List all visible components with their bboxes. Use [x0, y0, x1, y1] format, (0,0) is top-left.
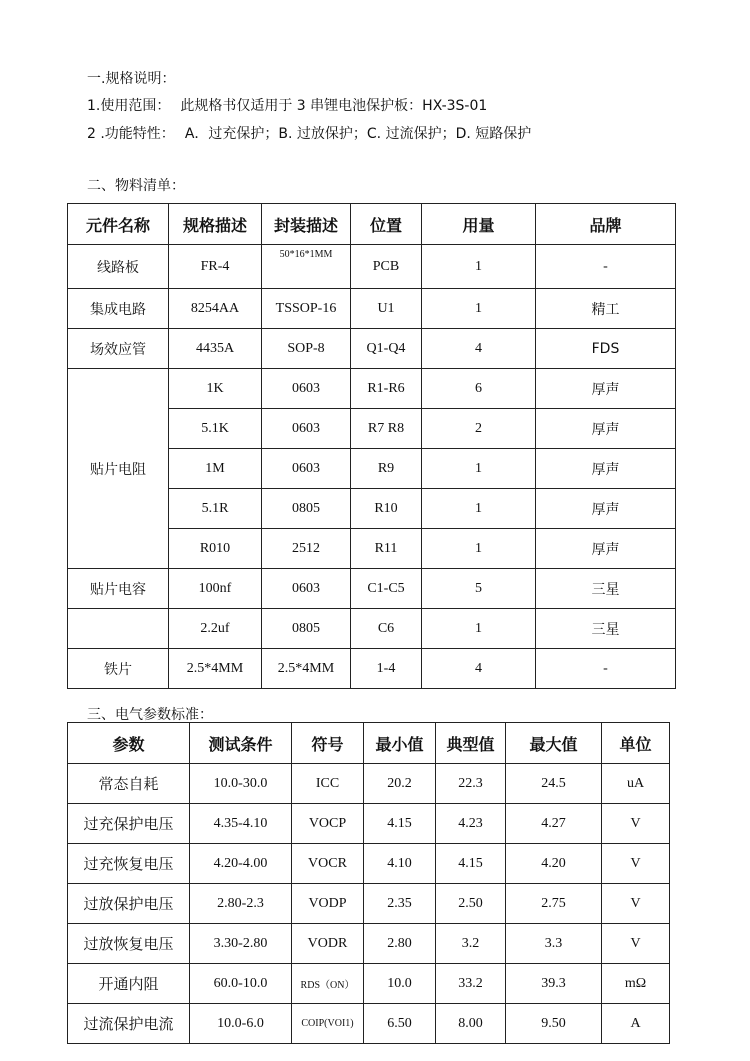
electrical-cell: 9.50	[506, 1004, 602, 1044]
electrical-cell: 4.20-4.00	[190, 844, 292, 884]
electrical-cell: VOCR	[292, 844, 364, 884]
electrical-cell: V	[602, 804, 670, 844]
electrical-cell: 4.27	[506, 804, 602, 844]
electrical-cell: 4.35-4.10	[190, 804, 292, 844]
table-row	[68, 329, 676, 369]
bom-cell: 0603	[262, 369, 351, 409]
scope-line	[87, 95, 487, 115]
bom-cell: TSSOP-16	[262, 289, 351, 329]
electrical-header-unit: 单位	[602, 723, 670, 764]
electrical-cell: 4.20	[506, 844, 602, 884]
table-row	[68, 804, 670, 844]
electrical-header-symbol: 符号	[292, 723, 364, 764]
electrical-cell: 2.80-2.3	[190, 884, 292, 924]
electrical-cell: 2.80	[364, 924, 436, 964]
electrical-cell: 常态自耗	[68, 764, 190, 804]
electrical-cell: VODR	[292, 924, 364, 964]
bom-cell: 厚声	[536, 529, 676, 569]
electrical-cell: 39.3	[506, 964, 602, 1004]
bom-cell: SOP-8	[262, 329, 351, 369]
electrical-cell: 10.0-30.0	[190, 764, 292, 804]
electrical-cell: VOCP	[292, 804, 364, 844]
table-row	[68, 609, 676, 649]
electrical-cell: 33.2	[436, 964, 506, 1004]
bom-cell: 100nf	[169, 569, 262, 609]
bom-cell: 0603	[262, 409, 351, 449]
bom-cell: 场效应管	[68, 329, 169, 369]
bom-header-name: 元件名称	[68, 204, 169, 245]
bom-cell: Q1-Q4	[351, 329, 422, 369]
bom-table	[67, 203, 676, 689]
electrical-cell: 8.00	[436, 1004, 506, 1044]
features-label: 2 .功能特性：	[87, 126, 175, 142]
scope-text: 此规格书仅适用于 3 串锂电池保护板：HX-3S-01	[180, 98, 488, 114]
electrical-cell: ICC	[292, 764, 364, 804]
electrical-header-param: 参数	[68, 723, 190, 764]
bom-heading: 二、物料清单：	[87, 178, 185, 194]
electrical-cell: 4.23	[436, 804, 506, 844]
table-row	[68, 569, 676, 609]
bom-header-quantity: 用量	[422, 204, 536, 245]
bom-cell: 2512	[262, 529, 351, 569]
table-row	[68, 245, 676, 289]
electrical-header-row	[68, 723, 670, 764]
bom-cell: 线路板	[68, 245, 169, 289]
scope-label: 1.使用范围：	[87, 98, 171, 114]
electrical-cell: V	[602, 844, 670, 884]
bom-cell: 贴片电阻	[68, 369, 169, 569]
table-row	[68, 289, 676, 329]
electrical-cell: A	[602, 1004, 670, 1044]
bom-cell: 0603	[262, 569, 351, 609]
bom-header-position: 位置	[351, 204, 422, 245]
electrical-heading: 三、电气参数标准：	[87, 707, 213, 723]
table-row	[68, 924, 670, 964]
table-row	[68, 649, 676, 689]
bom-cell: 1	[422, 609, 536, 649]
electrical-cell: 6.50	[364, 1004, 436, 1044]
bom-cell: 厚声	[536, 409, 676, 449]
bom-cell: 精工	[536, 289, 676, 329]
bom-cell: R9	[351, 449, 422, 489]
table-row	[68, 964, 670, 1004]
bom-cell: 铁片	[68, 649, 169, 689]
bom-cell: C6	[351, 609, 422, 649]
electrical-cell: 过放恢复电压	[68, 924, 190, 964]
electrical-header-condition: 测试条件	[190, 723, 292, 764]
bom-cell: C1-C5	[351, 569, 422, 609]
bom-cell: 1K	[169, 369, 262, 409]
bom-cell: 1	[422, 449, 536, 489]
bom-cell: 0805	[262, 489, 351, 529]
table-row	[68, 369, 676, 409]
electrical-cell: 2.50	[436, 884, 506, 924]
electrical-cell: 24.5	[506, 764, 602, 804]
electrical-cell: VODP	[292, 884, 364, 924]
bom-cell: R010	[169, 529, 262, 569]
features-line	[87, 123, 531, 143]
bom-cell: 0805	[262, 609, 351, 649]
electrical-cell: 4.15	[364, 804, 436, 844]
electrical-cell: uA	[602, 764, 670, 804]
bom-cell: R1-R6	[351, 369, 422, 409]
electrical-header-max: 最大值	[506, 723, 602, 764]
electrical-cell: 过充保护电压	[68, 804, 190, 844]
bom-cell: U1	[351, 289, 422, 329]
electrical-cell: 4.10	[364, 844, 436, 884]
table-row	[68, 884, 670, 924]
electrical-cell: 过充恢复电压	[68, 844, 190, 884]
bom-cell: R10	[351, 489, 422, 529]
bom-cell: -	[536, 245, 676, 289]
bom-cell: 厚声	[536, 489, 676, 529]
electrical-cell: 60.0-10.0	[190, 964, 292, 1004]
bom-header-row	[68, 204, 676, 245]
bom-cell: FDS	[536, 329, 676, 369]
bom-cell	[68, 609, 169, 649]
bom-cell: 贴片电容	[68, 569, 169, 609]
electrical-cell: 10.0-6.0	[190, 1004, 292, 1044]
bom-cell: 2.5*4MM	[262, 649, 351, 689]
bom-cell: 4	[422, 329, 536, 369]
bom-header-brand: 品牌	[536, 204, 676, 245]
bom-cell: 厚声	[536, 369, 676, 409]
bom-cell: 50*16*1MM	[262, 245, 351, 289]
bom-header-spec: 规格描述	[169, 204, 262, 245]
bom-cell: -	[536, 649, 676, 689]
bom-cell: 厚声	[536, 449, 676, 489]
bom-cell: 三星	[536, 609, 676, 649]
bom-cell: 2	[422, 409, 536, 449]
bom-cell: 三星	[536, 569, 676, 609]
electrical-cell: 开通内阻	[68, 964, 190, 1004]
bom-cell: FR-4	[169, 245, 262, 289]
electrical-cell: RDS（ON）	[292, 964, 364, 1004]
electrical-cell: 3.2	[436, 924, 506, 964]
features-text: A．过充保护；B. 过放保护；C. 过流保护；D. 短路保护	[184, 126, 532, 142]
electrical-header-typ: 典型值	[436, 723, 506, 764]
electrical-cell: 22.3	[436, 764, 506, 804]
bom-cell: 1	[422, 289, 536, 329]
bom-cell: 1M	[169, 449, 262, 489]
electrical-cell: 20.2	[364, 764, 436, 804]
electrical-cell: V	[602, 924, 670, 964]
bom-cell: 1	[422, 489, 536, 529]
electrical-cell: mΩ	[602, 964, 670, 1004]
electrical-cell: 过流保护电流	[68, 1004, 190, 1044]
electrical-cell: 10.0	[364, 964, 436, 1004]
bom-cell: 0603	[262, 449, 351, 489]
bom-cell: 2.2uf	[169, 609, 262, 649]
bom-cell: 5.1R	[169, 489, 262, 529]
electrical-cell: 2.75	[506, 884, 602, 924]
bom-cell: 5	[422, 569, 536, 609]
bom-cell: 8254AA	[169, 289, 262, 329]
bom-cell: 2.5*4MM	[169, 649, 262, 689]
bom-cell: 6	[422, 369, 536, 409]
electrical-cell: 2.35	[364, 884, 436, 924]
table-row	[68, 1004, 670, 1044]
bom-cell: PCB	[351, 245, 422, 289]
bom-cell: 1	[422, 529, 536, 569]
electrical-table	[67, 722, 670, 1044]
bom-cell: 4435A	[169, 329, 262, 369]
bom-cell: 1-4	[351, 649, 422, 689]
electrical-cell: 3.3	[506, 924, 602, 964]
bom-cell: R11	[351, 529, 422, 569]
bom-cell: 集成电路	[68, 289, 169, 329]
bom-header-package: 封装描述	[262, 204, 351, 245]
bom-cell: 4	[422, 649, 536, 689]
bom-cell: R7 R8	[351, 409, 422, 449]
table-row	[68, 764, 670, 804]
electrical-header-min: 最小值	[364, 723, 436, 764]
table-row	[68, 844, 670, 884]
spec-heading: 一.规格说明：	[87, 71, 176, 87]
electrical-cell: 3.30-2.80	[190, 924, 292, 964]
electrical-cell: 4.15	[436, 844, 506, 884]
bom-cell: 1	[422, 245, 536, 289]
electrical-cell: COIP(VOI1)	[292, 1004, 364, 1044]
electrical-cell: 过放保护电压	[68, 884, 190, 924]
bom-cell: 5.1K	[169, 409, 262, 449]
electrical-cell: V	[602, 884, 670, 924]
